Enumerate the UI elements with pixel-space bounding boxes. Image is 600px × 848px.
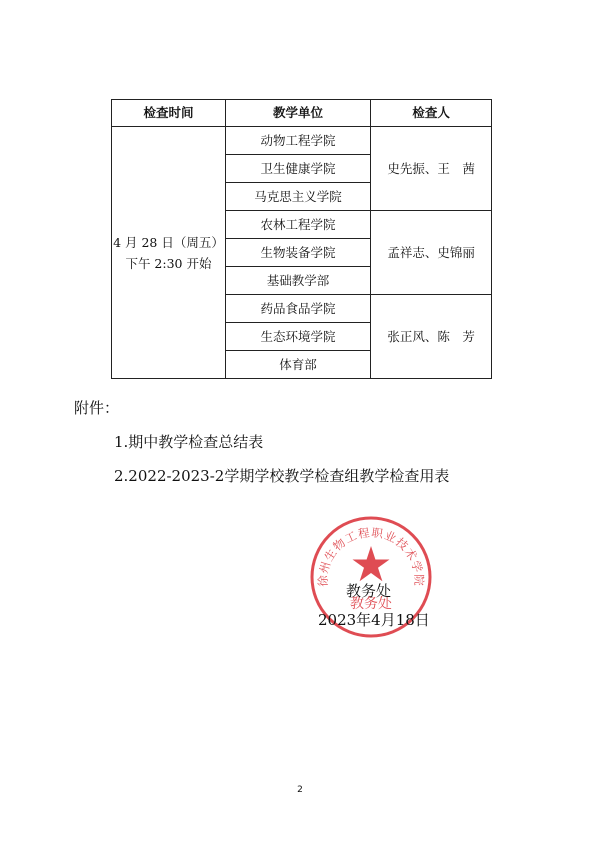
table-header-row <box>112 100 492 127</box>
inspector-cell: 史先振、王 茜 <box>371 127 492 211</box>
unit-cell: 药品食品学院 <box>225 295 370 323</box>
attachment-item: 2.2022-2023-2学期学校教学检查组教学检查用表 <box>114 467 450 485</box>
unit-cell: 生物装备学院 <box>225 239 370 267</box>
check-date: 4 月 28 日（周五） <box>113 234 224 250</box>
unit-cell: 卫生健康学院 <box>225 155 370 183</box>
page-number: 2 <box>297 785 303 795</box>
header-inspector: 检查人 <box>371 100 492 127</box>
attachments-label: 附件： <box>74 399 120 417</box>
check-start-time: 下午 2:30 开始 <box>125 255 212 271</box>
schedule-table <box>111 99 492 379</box>
inspector-cell: 孟祥志、史锦丽 <box>371 211 492 295</box>
check-time-cell <box>112 127 226 379</box>
unit-cell: 农林工程学院 <box>225 211 370 239</box>
unit-cell: 生态环境学院 <box>225 323 370 351</box>
inspector-cell: 张正风、陈 芳 <box>371 295 492 379</box>
header-teaching-unit: 教学单位 <box>225 100 370 127</box>
unit-cell: 马克思主义学院 <box>225 183 370 211</box>
table-row <box>112 127 492 155</box>
unit-cell: 基础教学部 <box>225 267 370 295</box>
attachment-item: 1.期中教学检查总结表 <box>114 433 264 451</box>
issue-date: 2023年4月18日 <box>318 611 430 629</box>
header-check-time: 检查时间 <box>112 100 226 127</box>
seal-ring-text: 徐州生物工程职业技术学院 <box>315 525 427 587</box>
unit-cell: 体育部 <box>225 351 370 379</box>
issuing-department: 教务处 <box>346 582 392 600</box>
unit-cell: 动物工程学院 <box>225 127 370 155</box>
seal-center-text: 教务处 <box>350 596 392 612</box>
